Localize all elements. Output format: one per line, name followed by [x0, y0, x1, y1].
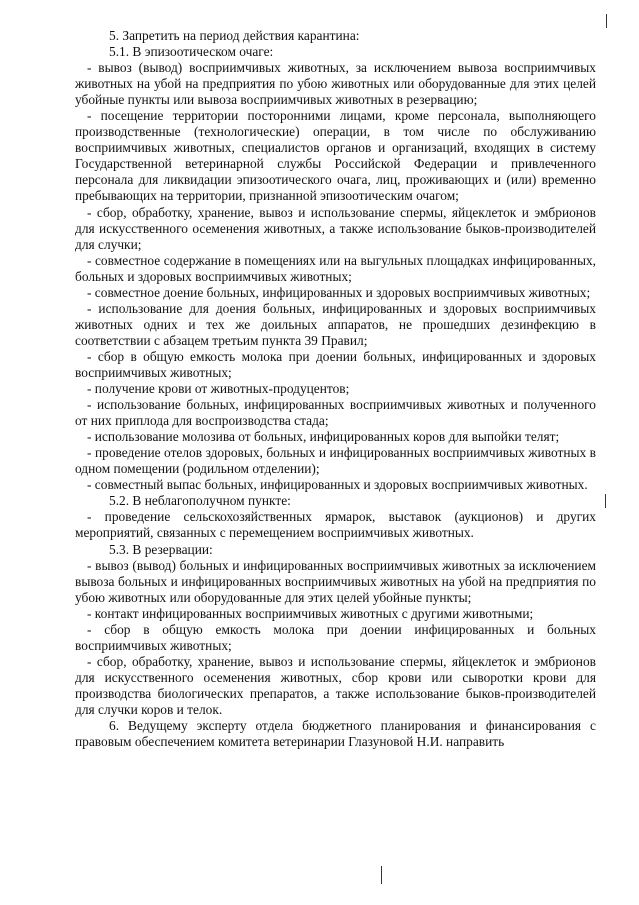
scan-margin-mark: [605, 494, 606, 508]
list-item: - использование для доения больных, инфицированных и здоровых восприимчивых животных одних и тех же доильных аппаратов, не прошедших дезинфекцию в соответствии с абзацем третьим пункта 39 Правил;: [75, 300, 596, 348]
subclause-5-2-heading: 5.2. В неблагополучном пункте:: [109, 493, 291, 509]
list-item: - контакт инфицированных восприимчивых животных с другими животными;: [87, 605, 534, 621]
list-item: - сбор в общую емкость молока при доении инфицированных и больных восприимчивых животных;: [75, 621, 596, 653]
list-item: - совместное содержание в помещениях или на выгульных площадках инфицированных, больных и здоровых восприимчивых животных;: [75, 252, 596, 284]
list-item: - использование больных, инфицированных восприимчивых животных и полученного от них приплода для воспроизводства стада;: [75, 397, 596, 429]
list-item: - вывоз (вывод) восприимчивых животных, за исключением вывоза восприимчивых животных на убой на предприятия по убою животных или оборудованные для этих целей убойные пункты или вывоза восприимчивых животных в резервацию;: [75, 60, 596, 108]
list-item: - получение крови от животных-продуцентов;: [87, 381, 350, 397]
document-body: [75, 28, 596, 750]
list-item: - сбор, обработку, хранение, вывоз и использование спермы, яйцеклеток и эмбрионов для искусственного осеменения животных, а также использование быков-производителей для случки;: [75, 204, 596, 252]
scan-margin-mark: [606, 14, 607, 28]
clause-5-heading: 5. Запретить на период действия карантина:: [109, 28, 360, 43]
list-item: - совместное доение больных, инфицированных и здоровых восприимчивых животных;: [87, 284, 591, 300]
subclause-5-3-heading: 5.3. В резервации:: [109, 541, 213, 557]
list-item: - сбор, обработку, хранение, вывоз и использование спермы, яйцеклеток и эмбрионов для искусственного осеменения животных, сбор крови или сыворотки крови для производства биологических препаратов, а также использование быков-производителей для случки коров и телок.: [75, 653, 596, 717]
list-item: - проведение сельскохозяйственных ярмарок, выставок (аукционов) и других мероприятий, связанных с перемещением восприимчивых животных.: [75, 509, 596, 541]
list-item: - использование молозива от больных, инфицированных коров для выпойки телят;: [87, 429, 560, 445]
scan-margin-mark: [381, 866, 382, 884]
clause-6-paragraph: 6. Ведущему эксперту отдела бюджетного планирования и финансирования с правовым обеспечением комитета ветеринарии Глазуновой Н.И. направить: [75, 718, 596, 750]
list-item: - сбор в общую емкость молока при доении больных, инфицированных и здоровых восприимчивых животных;: [75, 348, 596, 380]
list-item: - вывоз (вывод) больных и инфицированных восприимчивых животных за исключением вывоза больных и инфицированных восприимчивых животных на убой на предприятия по убою животных или оборудованные для этих целей убойные пункты;: [75, 557, 596, 605]
list-item: - совместный выпас больных, инфицированных и здоровых восприимчивых животных.: [87, 477, 588, 493]
list-item: - проведение отелов здоровых, больных и инфицированных восприимчивых животных в одном помещении (родильном отделении);: [75, 445, 596, 477]
subclause-5-1-heading: 5.1. В эпизоотическом очаге:: [109, 44, 274, 60]
list-item: - посещение территории посторонними лицами, кроме персонала, выполняющего производственные (технологические) операции, в том числе по обслуживанию восприимчивых животных, специалистов органов и организаций, входящих в систему Государственной ветеринарной службы Российской Федерации и привлеченного персонала для ликвидации эпизоотического очага, лиц, проживающих и (или) временно пребывающих на территории, признанной эпизоотическим очагом;: [75, 108, 596, 204]
